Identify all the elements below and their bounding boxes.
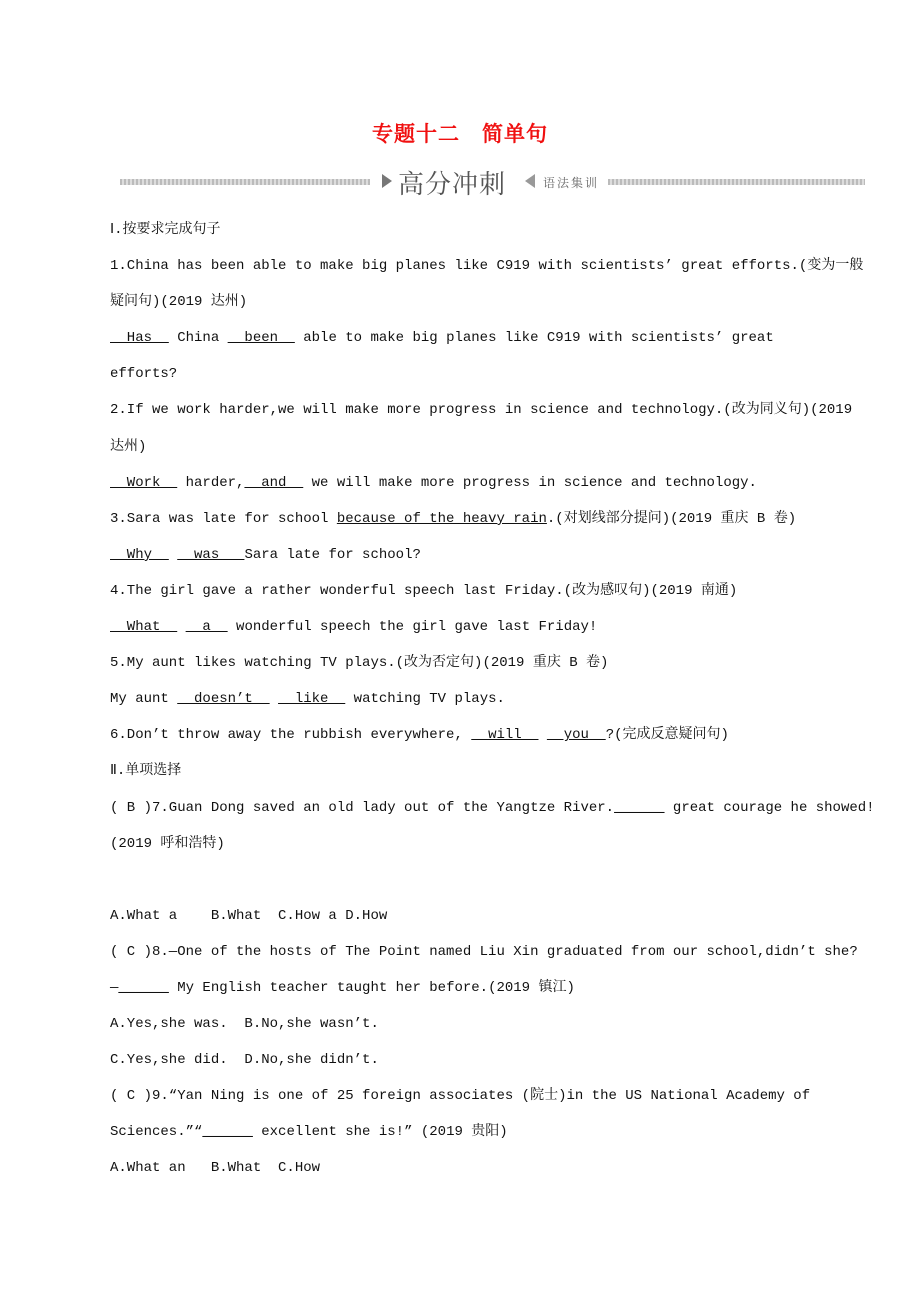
worksheet-body [110, 212, 875, 1187]
answer-blank: What [110, 619, 178, 636]
answer-text: wonderful speech the girl gave last Friday! [227, 619, 598, 636]
question-9-cont [110, 1114, 870, 1150]
answer-text: watching TV plays. [345, 691, 505, 708]
question-text: ( B )7.Guan Dong saved an old lady out of the Yangtze River. [110, 799, 615, 816]
banner-title: 高分冲刺 [398, 170, 507, 200]
triangle-right-icon [382, 174, 392, 188]
question-blank: ______ [118, 979, 169, 996]
section-banner [120, 166, 865, 198]
question-text: great courage he showed! [664, 799, 875, 816]
question-5: 5.My aunt likes watching TV plays.(改为否定句)(2019 重庆 B 卷) [110, 655, 609, 672]
answer-text: able to make big planes like C919 with scientists’ great [294, 330, 774, 347]
section-heading: Ⅱ.单项选择 [110, 763, 182, 780]
answer-blank: you [546, 727, 606, 744]
question-3 [110, 501, 870, 537]
question-4: 4.The girl gave a rather wonderful speech last Friday.(改为感叹句)(2019 南通) [110, 582, 738, 599]
answer-5 [110, 681, 870, 717]
question-2-cont: 达州) [110, 438, 147, 455]
question-8-options: A.Yes,she was. B.No,she wasn’t. [110, 1016, 379, 1033]
question-1-cont: 疑问句)(2019 达州) [110, 294, 248, 311]
answer-4 [110, 609, 870, 645]
answer-blank: Work [110, 474, 178, 491]
question-7-cont: (2019 呼和浩特) [110, 835, 225, 852]
answer-blank: Why [110, 546, 169, 563]
triangle-left-icon [525, 174, 535, 188]
question-text: Sciences.”“ [110, 1124, 203, 1141]
answer-3 [110, 537, 870, 573]
question-1: 1.China has been able to make big planes like C919 with scientists’ great efforts.(变为一般 [110, 258, 864, 275]
question-text: .(对划线部分提问)(2019 重庆 B 卷) [546, 510, 797, 527]
answer-blank: been [227, 330, 295, 347]
question-9: ( C )9.“Yan Ning is one of 25 foreign associates (院士)in the US National Academy of [110, 1088, 811, 1105]
question-8-cont [110, 970, 870, 1006]
answer-blank: was [177, 546, 245, 563]
spacer [110, 862, 870, 898]
question-7-options: A.What a B.What C.How a D.How [110, 907, 388, 924]
question-text: — [110, 979, 119, 996]
question-text: excellent she is!” (2019 贵阳) [252, 1124, 508, 1141]
question-blank: ______ [202, 1124, 253, 1141]
answer-2 [110, 465, 870, 501]
answer-blank: will [471, 727, 539, 744]
section-heading: Ⅰ.按要求完成句子 [110, 222, 221, 238]
answer-text: we will make more progress in science and technology. [303, 474, 757, 491]
question-text: 6.Don’t throw away the rubbish everywhere, [110, 727, 472, 744]
answer-blank: a [185, 619, 228, 636]
answer-1-cont: efforts? [110, 366, 178, 383]
question-text: 3.Sara was late for school [110, 510, 337, 527]
question-8: ( C )8.—One of the hosts of The Point named Liu Xin graduated from our school,didn’t she? [110, 943, 858, 960]
answer-text: China [168, 330, 228, 347]
question-blank: ______ [614, 799, 665, 816]
banner-divider [120, 179, 370, 185]
question-text: My English teacher taught her before.(2019 镇江) [168, 979, 575, 996]
underlined-phrase: because of the heavy rain [336, 510, 547, 527]
question-9-options: A.What an B.What C.How [110, 1160, 321, 1177]
question-8-options: C.Yes,she did. D.No,she didn’t. [110, 1052, 379, 1069]
answer-blank: Has [110, 330, 169, 347]
banner-divider [608, 179, 865, 185]
answer-1 [110, 320, 870, 356]
answer-blank: like [278, 691, 346, 708]
answer-text: Sara late for school? [244, 546, 421, 563]
question-6 [110, 717, 870, 753]
question-2: 2.If we work harder,we will make more progress in science and technology.(改为同义句)(2019 [110, 402, 853, 419]
answer-blank: and [244, 474, 304, 491]
answer-blank: doesn’t [177, 691, 270, 708]
page-title: 专题十二 简单句 [372, 122, 548, 146]
answer-text: harder, [177, 474, 245, 491]
answer-text: My aunt [110, 691, 178, 708]
question-text: ?(完成反意疑问句) [605, 727, 729, 744]
question-7 [110, 790, 875, 826]
banner-subtitle: 语法集训 [543, 176, 600, 190]
